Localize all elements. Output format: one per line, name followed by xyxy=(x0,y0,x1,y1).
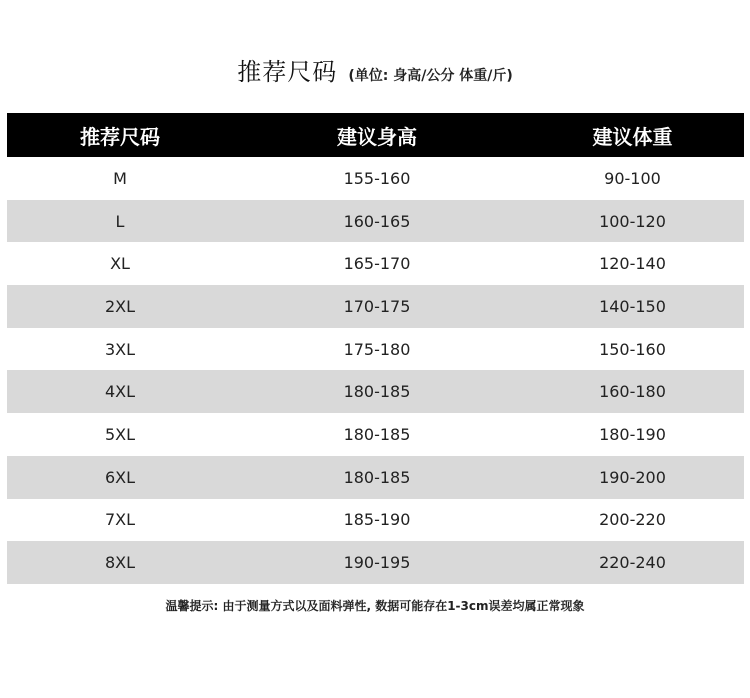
height-cell: 185-190 xyxy=(343,510,411,530)
height-cell: 160-165 xyxy=(343,211,411,231)
table-row xyxy=(7,370,744,413)
table-row xyxy=(7,157,744,200)
header-height: 建议身高 xyxy=(337,124,417,149)
size-cell: 2XL xyxy=(104,296,136,316)
weight-cell: 120-140 xyxy=(599,254,666,274)
size-cell: 7XL xyxy=(104,510,136,530)
table-row xyxy=(7,242,744,285)
size-cell: 3XL xyxy=(104,339,136,359)
size-cell: 6XL xyxy=(104,467,136,487)
weight-cell: 140-150 xyxy=(599,296,666,316)
weight-cell: 160-180 xyxy=(599,382,666,402)
size-cell: M xyxy=(113,168,127,188)
table-header-row xyxy=(7,113,744,157)
size-cell: 8XL xyxy=(104,553,136,573)
page-title xyxy=(0,52,750,92)
size-cell: XL xyxy=(110,254,130,274)
weight-cell: 150-160 xyxy=(599,339,666,359)
height-cell: 180-185 xyxy=(343,467,411,487)
table-row xyxy=(7,413,744,456)
weight-cell: 200-220 xyxy=(599,510,666,530)
table-row xyxy=(7,456,744,499)
table-row xyxy=(7,285,744,328)
height-cell: 170-175 xyxy=(343,296,411,316)
table-row xyxy=(7,200,744,243)
header-weight: 建议体重 xyxy=(592,124,673,149)
height-cell: 180-185 xyxy=(343,382,411,402)
table-row xyxy=(7,499,744,542)
size-cell: 4XL xyxy=(104,382,136,402)
size-cell: 5XL xyxy=(104,424,136,444)
title-main: 推荐尺码 xyxy=(237,58,338,86)
size-table xyxy=(7,113,744,584)
height-cell: 190-195 xyxy=(343,553,411,573)
height-cell: 165-170 xyxy=(343,254,411,274)
title-unit-note: (单位: 身高/公分 体重/斤) xyxy=(348,68,513,84)
weight-cell: 190-200 xyxy=(599,467,666,487)
height-cell: 155-160 xyxy=(343,168,411,188)
measurement-tip: 温馨提示: 由于测量方式以及面料弹性, 数据可能存在1-3cm误差均属正常现象 xyxy=(165,599,585,613)
weight-cell: 100-120 xyxy=(599,211,666,231)
header-size: 推荐尺码 xyxy=(80,124,160,149)
size-cell: L xyxy=(115,211,125,231)
weight-cell: 90-100 xyxy=(604,168,661,188)
height-cell: 175-180 xyxy=(343,339,411,359)
weight-cell: 180-190 xyxy=(599,424,666,444)
table-row xyxy=(7,328,744,371)
table-row xyxy=(7,541,744,584)
height-cell: 180-185 xyxy=(343,424,411,444)
weight-cell: 220-240 xyxy=(599,553,666,573)
